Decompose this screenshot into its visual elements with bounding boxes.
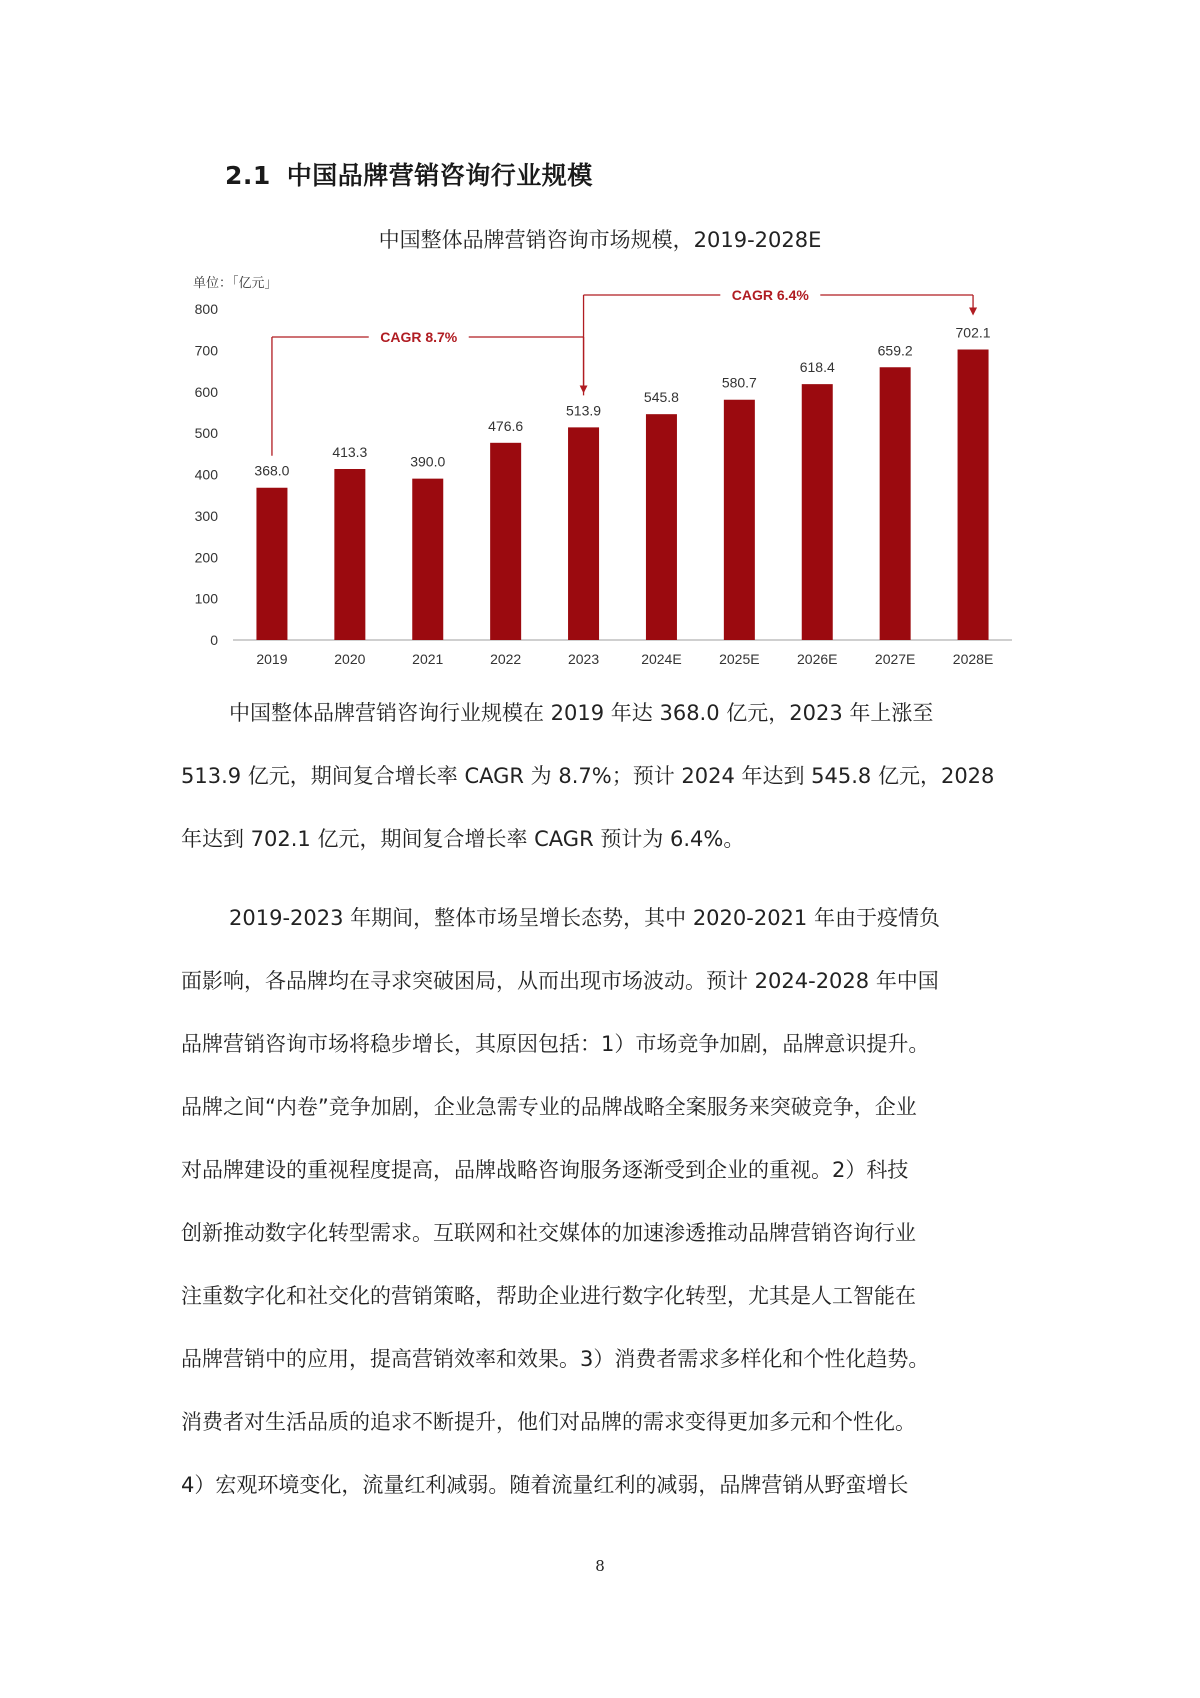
- paragraph-line: 创新推动数字化转型需求。互联网和社交媒体的加速渗透推动品牌营销咨询行业: [181, 1221, 916, 1245]
- y-tick-label: 0: [210, 632, 218, 648]
- y-tick-label: 600: [194, 383, 218, 400]
- section-title: 中国品牌营销咨询行业规模: [286, 161, 593, 190]
- bar: [880, 367, 911, 640]
- y-tick-label: 300: [194, 507, 218, 524]
- paragraph-line: 对品牌建设的重视程度提高，品牌战略咨询服务逐渐受到企业的重视。2）科技: [181, 1158, 909, 1182]
- x-tick-label: 2024E: [641, 651, 682, 667]
- cagr-label: CAGR 6.4%: [731, 287, 809, 303]
- bar: [256, 488, 287, 640]
- y-tick-label: 800: [194, 301, 218, 317]
- bar-value-label: 368.0: [254, 462, 290, 479]
- x-tick-label: 2022: [490, 651, 522, 667]
- paragraph-line: 品牌营销咨询市场将稳步增长，其原因包括：1）市场竞争加剧，品牌意识提升。: [181, 1032, 930, 1056]
- bar-value-label: 702.1: [955, 324, 991, 341]
- x-tick-label: 2026E: [797, 651, 838, 667]
- cagr-label: CAGR 8.7%: [380, 329, 458, 345]
- y-tick-label: 500: [194, 425, 218, 442]
- paragraph-line: 注重数字化和社交化的营销策略，帮助企业进行数字化转型，尤其是人工智能在: [181, 1284, 916, 1308]
- chart-title: 中国整体品牌营销咨询市场规模，2019-2028E: [378, 228, 822, 252]
- paragraph-line: 4）宏观环境变化，流量红利减弱。随着流量红利的减弱，品牌营销从野蛮增长: [181, 1473, 909, 1497]
- paragraph-line: 年达到 702.1 亿元，期间复合增长率 CAGR 预计为 6.4%。: [181, 827, 745, 851]
- bar-value-label: 413.3: [332, 443, 368, 460]
- paragraph-market-drivers: [181, 887, 1021, 1517]
- bar-value-label: 618.4: [799, 359, 835, 376]
- paragraph-line: 513.9 亿元，期间复合增长率 CAGR 为 8.7%；预计 2024 年达到 545.8 亿元，2028: [181, 764, 995, 788]
- paragraph-line: 品牌之间“内卷”竞争加剧，企业急需专业的品牌战略全案服务来突破竞争，企业: [181, 1095, 917, 1119]
- bar: [490, 443, 521, 640]
- y-tick-label: 100: [194, 590, 218, 607]
- paragraph-line: 品牌营销中的应用，提高营销效率和效果。3）消费者需求多样化和个性化趋势。: [181, 1347, 930, 1371]
- y-tick-label: 700: [194, 342, 218, 359]
- page-number: 8: [595, 1557, 605, 1575]
- paragraph-line: 面影响，各品牌均在寻求突破困局，从而出现市场波动。预计 2024-2028 年中国: [181, 969, 939, 993]
- paragraph-line: 中国整体品牌营销咨询行业规模在 2019 年达 368.0 亿元，2023 年上涨至: [229, 701, 934, 725]
- bar-value-label: 390.0: [410, 453, 446, 470]
- bar: [802, 384, 833, 640]
- bar-value-label: 513.9: [566, 402, 602, 419]
- x-tick-label: 2023: [567, 651, 600, 667]
- bar: [646, 414, 677, 640]
- y-tick-label: 400: [194, 466, 218, 483]
- bar: [334, 469, 365, 640]
- bar-value-label: 545.8: [643, 389, 679, 406]
- market-size-bar-chart: [0, 0, 1200, 700]
- x-tick-label: 2021: [412, 651, 444, 667]
- bar-value-label: 580.7: [721, 374, 757, 391]
- paragraph-line: 消费者对生活品质的追求不断提升，他们对品牌的需求变得更加多元和个性化。: [181, 1410, 916, 1434]
- x-tick-label: 2020: [334, 651, 366, 667]
- y-tick-label: 200: [194, 549, 218, 566]
- x-tick-label: 2028E: [952, 651, 994, 667]
- chart-unit-label: 单位：「亿元」: [193, 276, 278, 291]
- bar-value-label: 476.6: [488, 417, 524, 434]
- bar: [568, 427, 599, 640]
- x-tick-label: 2027E: [874, 651, 916, 667]
- paragraph-cagr-summary: [181, 682, 1021, 871]
- x-tick-label: 2019: [256, 651, 288, 667]
- paragraph-line: 2019-2023 年期间，整体市场呈增长态势，其中 2020-2021 年由于疫情负: [229, 906, 940, 930]
- bar: [724, 400, 755, 640]
- bar: [412, 479, 443, 640]
- bar: [958, 350, 989, 640]
- x-tick-label: 2025E: [719, 651, 760, 667]
- bar-value-label: 659.2: [877, 342, 913, 359]
- section-number: 2.1: [225, 161, 271, 190]
